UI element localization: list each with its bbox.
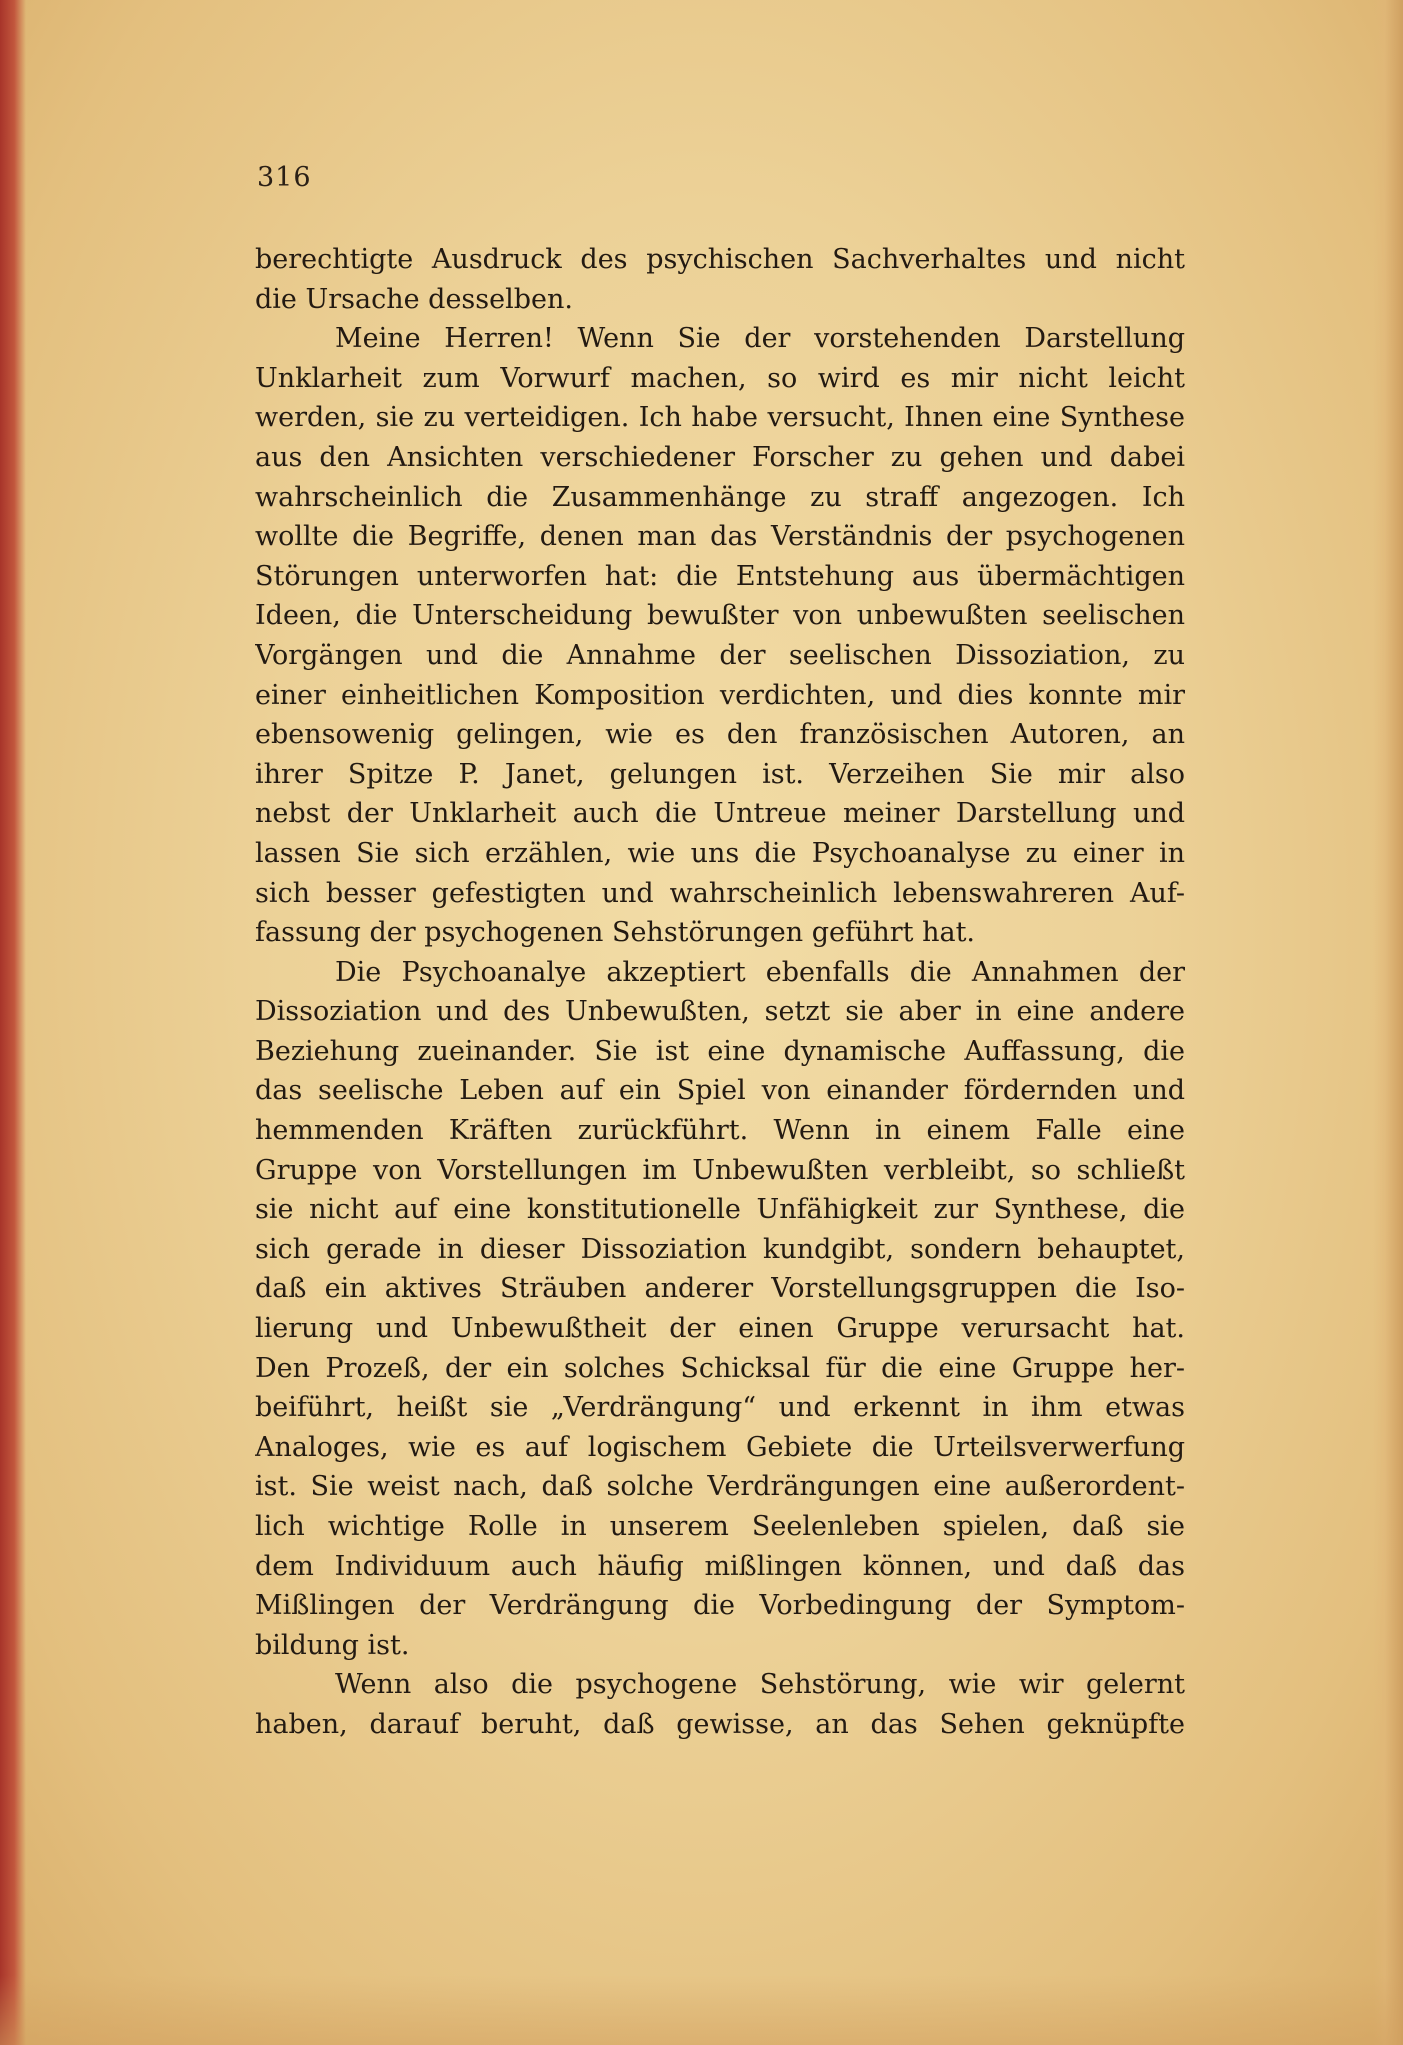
text-line: Wenn also die psychogene Sehstörung, wie wir gelernt (335, 1669, 1185, 1701)
text-line: sich besser gefestigten und wahrscheinlich lebenswahreren Auf- (255, 877, 1185, 909)
paragraph (255, 1665, 1185, 1744)
text-line: bildung ist. (255, 1629, 410, 1661)
text-line: Ideen, die Unterscheidung bewußter von unbewußten seelischen (255, 600, 1185, 632)
text-line: dem Individuum auch häufig mißlingen können, und daß das (255, 1550, 1185, 1582)
text-line: einer einheitlichen Komposition verdichten, und dies konnte mir (255, 679, 1185, 711)
text-line: daß ein aktives Sträuben anderer Vorstellungsgruppen die Iso- (255, 1273, 1185, 1305)
text-line: Gruppe von Vorstellungen im Unbewußten verbleibt, so schließt (255, 1154, 1185, 1186)
text-line: berechtigte Ausdruck des psychischen Sachverhaltes und nicht (255, 244, 1185, 275)
text-line: Vorgängen und die Annahme der seelischen Dissoziation, zu (255, 639, 1185, 671)
text-line: haben, darauf beruht, daß gewisse, an das Sehen geknüpfte (255, 1708, 1185, 1740)
text-line: nebst der Unklarheit auch die Untreue meiner Darstellung und (255, 798, 1185, 830)
text-line: lassen Sie sich erzählen, wie uns die Psychoanalyse zu einer in (255, 837, 1185, 869)
text-line: das seelische Leben auf ein Spiel von einander fördernden und (255, 1075, 1185, 1107)
text-line: Störungen unterworfen hat: die Entstehung aus übermächtigen (255, 560, 1185, 592)
page-number: 316 (257, 162, 312, 193)
text-line: lierung und Unbewußtheit der einen Gruppe verursacht hat. (255, 1313, 1185, 1345)
text-line: wollte die Begriffe, denen man das Verständnis der psychogenen (255, 521, 1185, 553)
paragraph (255, 240, 1185, 319)
text-line: Den Prozeß, der ein solches Schicksal für die eine Gruppe her- (255, 1352, 1185, 1384)
text-line: die Ursache desselben. (255, 283, 573, 315)
text-line: werden, sie zu verteidigen. Ich habe versucht, Ihnen eine Synthese (255, 402, 1185, 434)
text-line: Meine Herren! Wenn Sie der vorstehenden Darstellung (335, 323, 1185, 355)
page-left-edge (0, 0, 26, 2045)
text-line: fassung der psychogenen Sehstörungen geführt hat. (255, 917, 975, 949)
text-line: Mißlingen der Verdrängung die Vorbedingung der Symptom- (255, 1590, 1185, 1622)
text-line: lich wichtige Rolle in unserem Seelenleben spielen, daß sie (255, 1511, 1185, 1542)
text-line: aus den Ansichten verschiedener Forscher zu gehen und dabei (255, 441, 1185, 473)
page-right-edge (1373, 0, 1403, 2045)
text-line: beiführt, heißt sie „Verdrängung“ und erkennt in ihm etwas (255, 1392, 1185, 1424)
text-line: wahrscheinlich die Zusammenhänge zu straff angezogen. Ich (255, 481, 1185, 513)
paragraph (255, 319, 1185, 953)
body-text (255, 240, 1185, 1745)
text-line: ist. Sie weist nach, daß solche Verdrängungen eine außerordent- (255, 1471, 1185, 1503)
text-line: sich gerade in dieser Dissoziation kundgibt, sondern behauptet, (255, 1233, 1185, 1265)
text-line: sie nicht auf eine konstitutionelle Unfähigkeit zur Synthese, die (255, 1194, 1185, 1226)
page-bottom-edge (0, 1975, 1403, 2045)
text-line: Dissoziation und des Unbewußten, setzt sie aber in eine andere (255, 996, 1185, 1028)
text-line: Die Psychoanalye akzeptiert ebenfalls die Annahmen der (335, 956, 1185, 988)
text-line: ebensowenig gelingen, wie es den französischen Autoren, an (255, 719, 1185, 751)
text-line: Analoges, wie es auf logischem Gebiete die Urteilsverwerfung (255, 1431, 1185, 1463)
text-line: Beziehung zueinander. Sie ist eine dynamische Auffassung, die (255, 1035, 1185, 1067)
text-line: Unklarheit zum Vorwurf machen, so wird es mir nicht leicht (255, 362, 1185, 394)
text-line: hemmenden Kräften zurückführt. Wenn in einem Falle eine (255, 1115, 1185, 1147)
text-line: ihrer Spitze P. Janet, gelungen ist. Verzeihen Sie mir also (255, 758, 1185, 790)
paragraph (255, 953, 1185, 1666)
